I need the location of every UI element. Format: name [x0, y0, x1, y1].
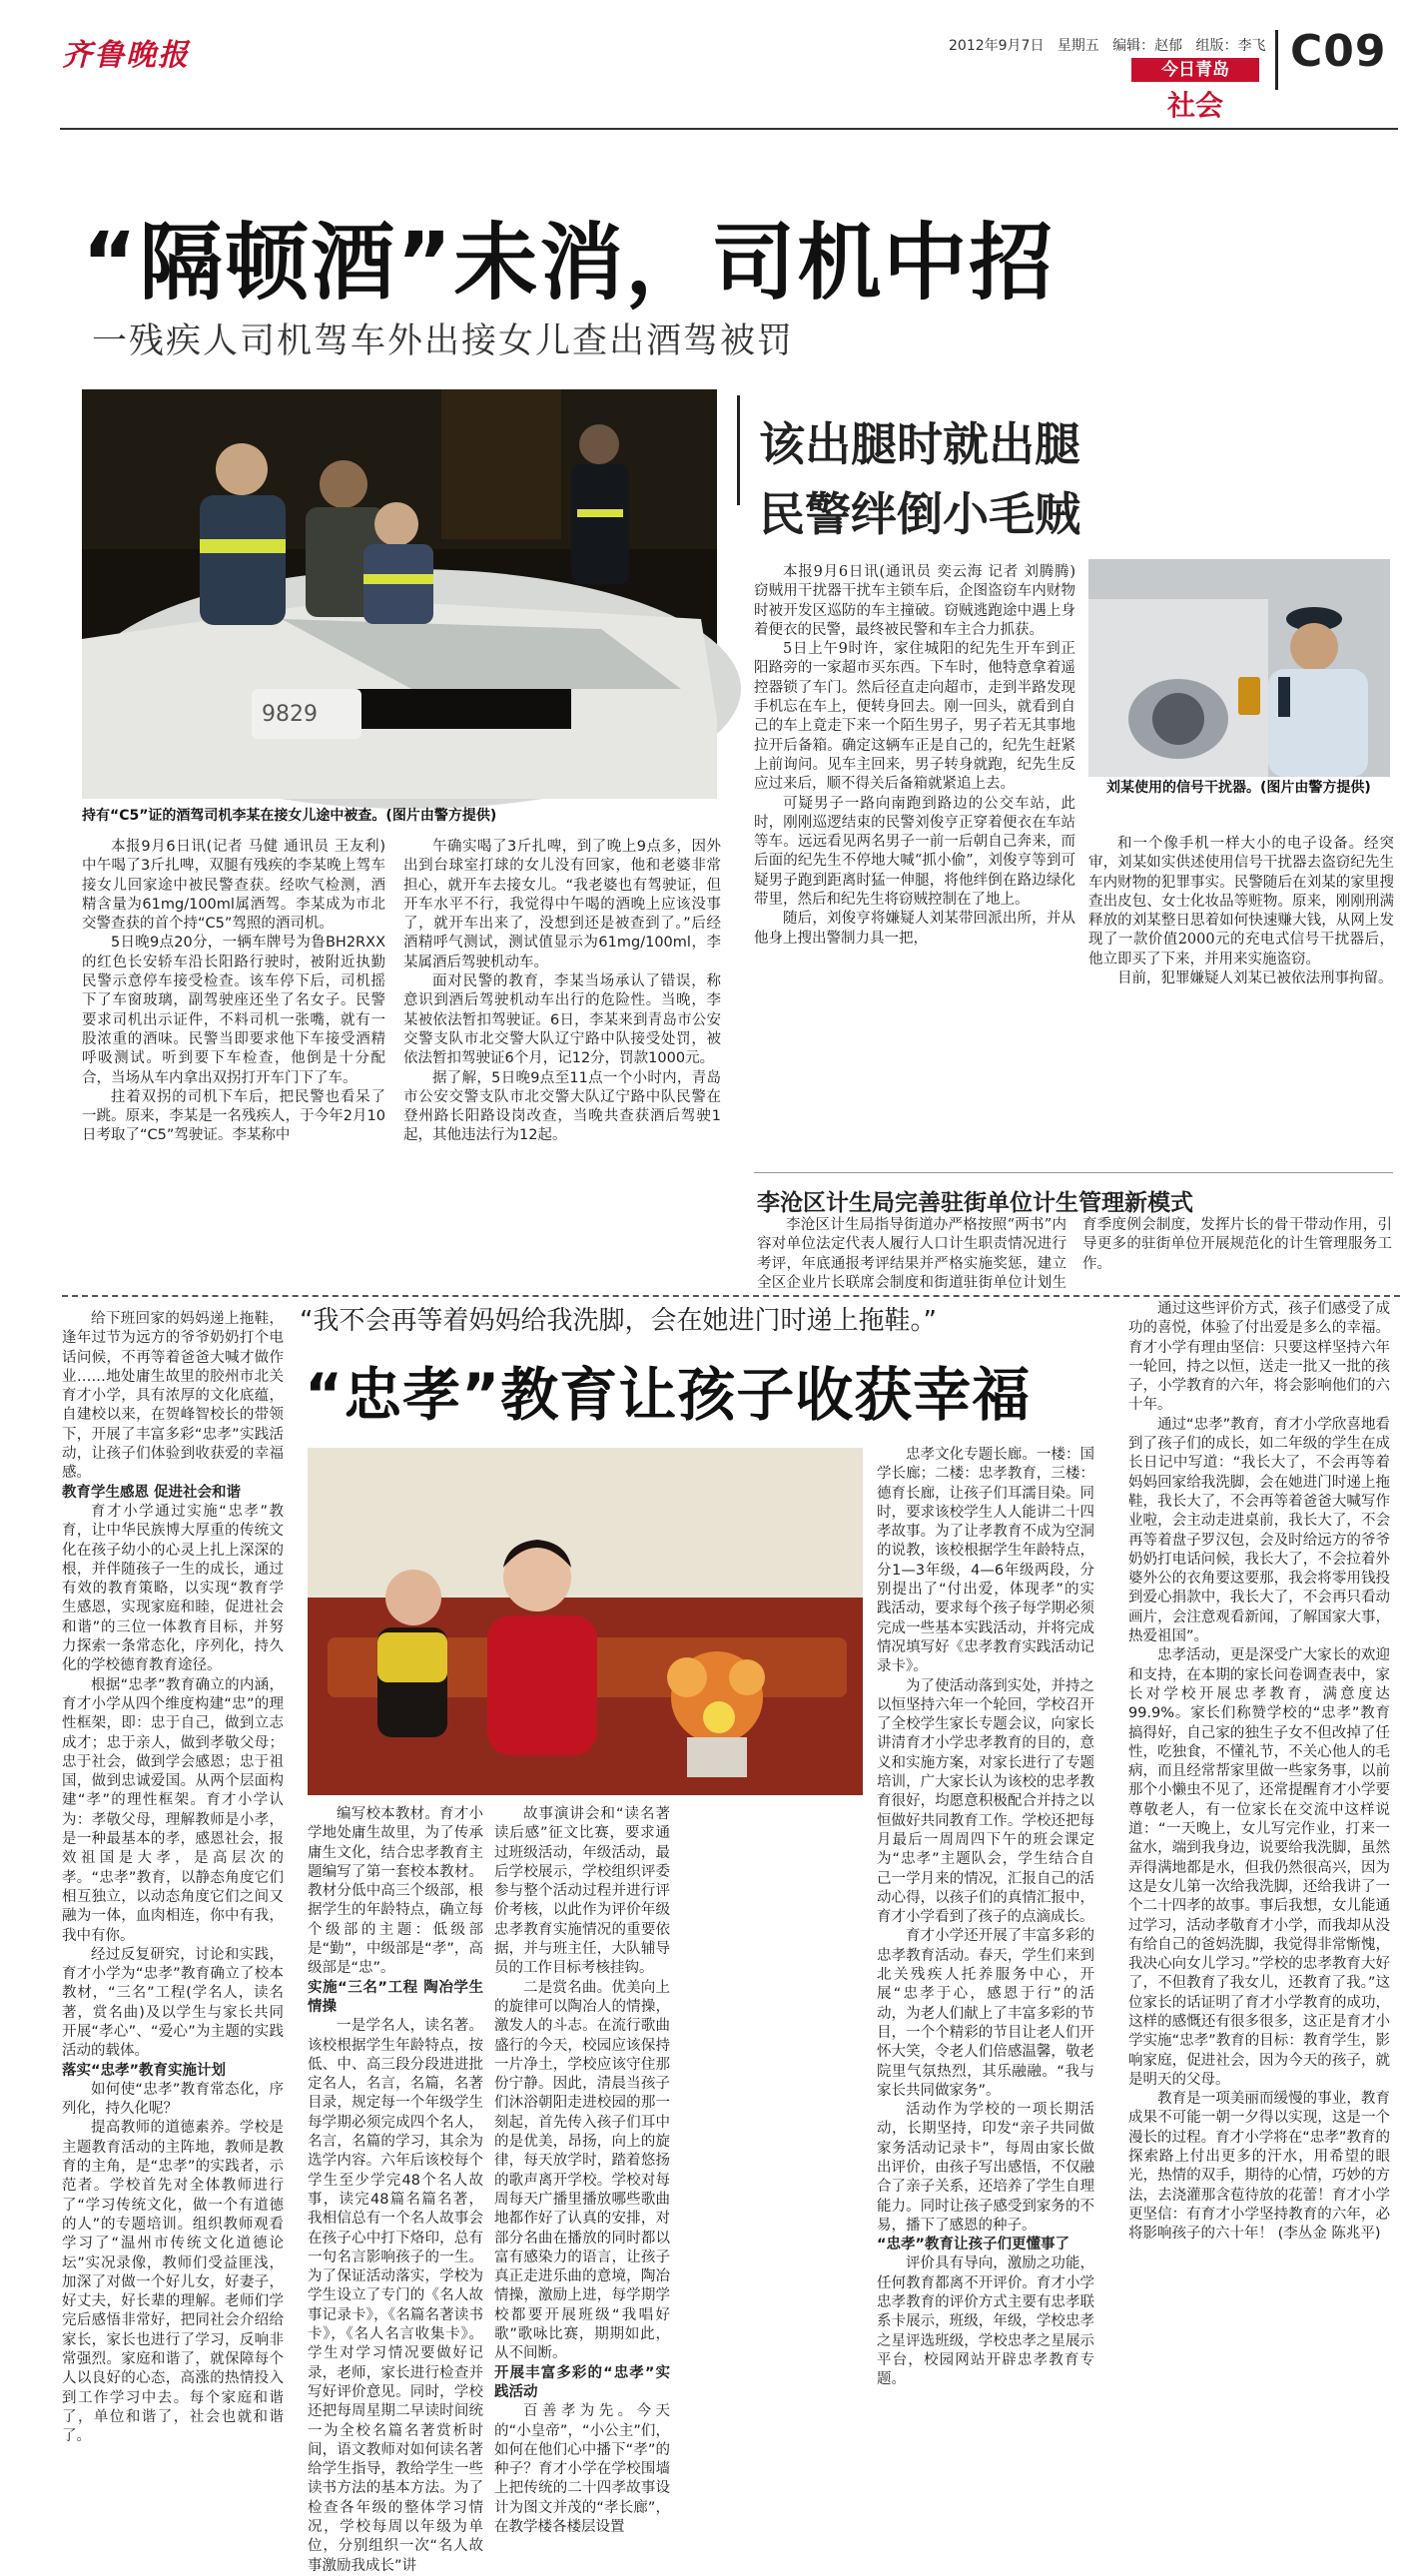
article-paragraph: 育才小学通过实施“忠孝”教育，让中华民族博大厚重的传统文化在孩子幼小的心灵上扎上深深的根，并伴随孩子一生的成长，通过有效的教育策略，以实现“教育学生感恩，实现家庭和睦，促进社会和谐”的三位一体教育目标，并努力探索一条常态化，序列化，持久化的学校德育教育途径。	[62, 1503, 284, 1674]
brief-body	[757, 1216, 1392, 1294]
article-paragraph: 面对民警的教育，李某当场承认了错误，称意识到酒后驾驶机动车出行的危险性。当晚，李某被依法暂扣驾驶证。6日，李某来到青岛市公安交警支队市北交警大队辽宁路中队接受处罚，被依法暂扣驾驶证6个月，记12分，罚款1000元。	[403, 973, 721, 1067]
article-paragraph: 评价具有导向，激励之功能，任何教育都离不开评价。育才小学忠孝教育的评价方式主要有忠孝联系卡展示，班级，年级，学校忠孝之星评选班级，学校忠孝之星展示平台，校园网站开辟忠孝教育专题。	[877, 2255, 1094, 2388]
officer-with-device-illustration	[1088, 559, 1390, 777]
police-checkpoint-illustration	[82, 389, 717, 799]
article-paragraph: 根据“忠孝”教育确立的内涵，育才小学从四个维度构建“忠”的理性框架，即：忠于自己，做到立志成才；忠于亲人，做到孝敬父母；忠于社会，做到学会感恩；忠于祖国，做到忠诚爱国。从两个层面构建“孝”的理性框架。育才小学认为：孝敬父母，理解教师是小孝，是一种最基本的孝，感恩社会，报效祖国是大孝，是高层次的孝。“忠孝”教育，以静态角度它们相互独立，以动态角度它们之间又融为一体，血肉相连，你中有我，我中有你。	[62, 1676, 284, 1944]
section-name: 社会	[1166, 89, 1223, 122]
subheading: 教育学生感恩 促进社会和谐	[62, 1484, 242, 1501]
article-paragraph: 通过这些评价方式，孩子们感受了成功的喜悦，体验了付出爱是多么的幸福。育才小学有理由坚信：只要这样坚持六年一轮回，持之以恒，送走一批又一批的孩子，小学教育的六年，将会影响他们的六十年。	[1128, 1301, 1390, 1414]
headline-line-2: 民警绊倒小毛贼	[759, 487, 1080, 541]
article-paragraph: 随后，刘俊亨将嫌疑人刘某带回派出所，并从他身上搜出警制力具一把，	[754, 911, 1075, 947]
issue-weekday: 星期五	[1057, 38, 1099, 54]
article-paragraph: 通过“忠孝”教育，育才小学欣喜地看到了孩子们的成长，如二年级的学生在成长日记中写道：“我长大了，不会再等着妈妈回家给我洗脚，会在她进门时递上拖鞋，我长大了，不会再等着爸爸大喊写作业啦，会主动走进桌前，我长大了，不会再等着盘子罗汉包，会及时给远方的爷爷奶奶打电话问候，我长大了，不会拉着外婆外公的衣角要这要那，我会将零用钱投到爱心捐款中，我长大了，不会再只看动画片，会注意观看新闻，了解国家大事，热爱祖国”。	[1128, 1416, 1390, 1645]
article-paragraph: 可疑男子一路向南跑到路边的公交车站，此时，刚刚巡逻结束的民警刘俊亨正穿着便衣在车站等车。远远看见两名男子一前一后朝自己奔来，而后面的纪先生不停地大喊“抓小偷”，刘俊亨等到可疑男子跑到距离时猛一伸腿，将他绊倒在路边绿化带里，然后和纪先生将窃贼控制在了地上。	[754, 795, 1075, 909]
photo-caption: 刘某使用的信号干扰器。(图片由警方提供)	[1106, 780, 1371, 796]
article-body-continued	[1088, 835, 1394, 1165]
newspaper-logo: 齐鲁晚报	[62, 38, 190, 73]
mid-column-3	[877, 1446, 1094, 2388]
story-box-border	[737, 395, 740, 505]
editor: 编辑：赵郁	[1112, 38, 1183, 54]
right-column	[1128, 1300, 1390, 2373]
article-paragraph: 忠孝文化专题长廊。一楼：国学长廊；二楼：忠孝教育，三楼：德育长廊，让孩子们耳濡目染。同时，要求该校学生人人能讲二十四孝故事。为了让孝教育不成为空洞的说教，该校根据学生年龄特点，分1—3年级，4—6年级两段，分别提出了“付出爱，体现孝”的实践活动，要求每个孩子每学期必须完成一些基本实践活动，并将完成情况填写好《忠孝教育实践活动记录卡》。	[877, 1447, 1094, 1675]
headline	[759, 409, 1080, 549]
subheadline: 一残疾人司机驾车外出接女儿查出酒驾被罚	[92, 322, 795, 361]
mother-daughter-illustration	[308, 1448, 863, 1795]
article-paragraph: 据了解，5日晚9点至11点一个小时内，青岛市公安交警支队市北交警大队辽宁路中队民警在登州路长阳路设岗改查，当晚共查获酒后驾驶1起，其他违法行为12起。	[403, 1069, 721, 1144]
subheading: 开展丰富多彩的“忠孝”实践活动	[494, 2364, 670, 2400]
headline: “隔顿酒”未消，司机中招	[82, 214, 1056, 312]
section-banner: 今日青岛	[1131, 58, 1259, 82]
article-column-1	[82, 838, 385, 1273]
subheading: “忠孝”教育让孩子们更懂事了	[877, 2237, 1070, 2254]
headline: “忠孝”教育让孩子收获幸福	[305, 1361, 1032, 1429]
license-plate-text: 9829	[262, 702, 318, 727]
article-paragraph: 二是赏名曲。优美向上的旋律可以陶冶人的情操，激发人的斗志。在流行歌曲盛行的今天，校园应该保持一片净土，学校应该守住那份宁静。因此，清晨当孩子们沐浴朝阳走进校园的那一刻起，首先传入孩子们耳中的是优美，昂扬，向上的旋律，每天放学时，踏着悠扬的歌声离开学校。学校对每周每天广播里播放哪些歌曲地都作好了认真的安排，对部分名曲在播放的同时都以富有感染力的语言，让孩子真正走进乐曲的意境，陶冶情操，激励上进，每学期学校都要开展班级“我唱好歌”歌咏比赛，期期如此，从不间断。	[494, 1979, 670, 2362]
article-paragraph: 编写校本教材。育才小学地处庸生故里，为了传承庸生文化，结合忠孝教育主题编写了第一套校本教材。教材分低中高三个级部，根据学生的年龄特点，确立每个级部的主题：低级部是“勤”，中级部是“孝”，高级部是“忠”。	[308, 1806, 483, 1977]
masthead-rule	[60, 128, 1398, 130]
article-column-2	[403, 838, 721, 1273]
article-paragraph: 故事演讲会和“读名著读后感”征文比赛，要求通过班级活动，年级活动，最后学校展示，学校组织评委参与整个活动过程并进行评价考核，以此作为评价年级忠孝教育实施情况的重要依据，并与班主任，大队辅导员的工作目标考核挂钩。	[494, 1806, 670, 1977]
issue-date: 2012年9月7日	[949, 38, 1045, 54]
designer: 组版：李飞	[1195, 38, 1266, 54]
article-paragraph: 提高教师的道德素养。学校是主题教育活动的主阵地，教师是教育的主角，是“忠孝”的实践者，示范者。学校首先对全体教师进行了“学习传统文化，做一个有道德的人”的专题培训。组织教师观看学习了“温州市传统文化道德论坛”实况录像，教师们受益匪浅，加深了对做一个好儿女，好妻子，好丈夫，好长辈的理解。老师们学完后感悟非常好，把同社会介绍给家长，家长也进行了学习，反响非常强烈。家庭和谐了，就保障每个人以良好的心态，高涨的热情投入到工作学习中去。每个家庭和谐了，单位和谐了，社会也就和谐了。	[62, 2120, 284, 2445]
article-paragraph: 育才小学还开展了丰富多彩的忠孝教育活动。春天，学生们来到北关残疾人托养服务中心，开展“忠孝于心，感恩于行”的活动，为老人们献上了丰富多彩的节目，一个个精彩的节目让老人们开怀大笑，令老人们倍感温馨，敬老院里气氛热烈，其乐融融。“我与家长共同做家务”。	[877, 1928, 1094, 2099]
section-divider	[62, 1295, 1400, 1297]
page-number: C09	[1290, 26, 1387, 77]
drunk-driving-photo	[82, 389, 717, 799]
article-paragraph: 为了使活动落到实处，并持之以恒坚持六年一个轮回，学校召开了全校学生家长专题会议，向家长讲清育才小学忠孝教育的目的，意义和实施方案，对家长进行了专题培训，广大家长认为该校的忠孝教育很好，均愿意积极配合并持之以恒做好共同教育工作。学校还把每月最后一周周四下午的班会课定为“忠孝”主题队会，学生结合自己一学月来的情况，汇报自己的活动心得，以孩子们的真情汇报中，育才小学看到了孩子的点滴成长。	[877, 1677, 1094, 1926]
article-paragraph: 和一个像手机一样大小的电子设备。经突审，刘某如实供述使用信号干扰器去盗窃纪先生车内财物的犯罪事实。民警随后在刘某的家里搜查出皮包、女士化妆品等赃物。原来，刚刚刑满释放的刘某整日思着如何快速赚大钱，从网上发现了一款价值2000元的充电式信号干扰器后，他立即买了下来，并用来实施盗窃。	[1088, 836, 1394, 967]
headline: 李沧区计生局完善驻街单位计生管理新模式	[757, 1190, 1193, 1216]
article-paragraph: 李沧区计生局指导街道办严格按照“两书”内容对单位法定代表人履行人口计生职责情况进行考评，年底通报考评结果并严格实施奖惩，建立全区企业片长联席会制度和街道驻街单位计划生育季度例会制度，发挥片长的骨干带动作用，引导更多的驻街单位开展规范化的计生管理服务工作。	[757, 1217, 1392, 1291]
left-column	[62, 1310, 284, 2445]
article-paragraph: 如何使“忠孝”教育常态化，序列化，持久化呢？	[62, 2081, 284, 2118]
article-body	[754, 563, 1075, 1165]
subheading: 落实“忠孝”教育实施计划	[62, 2062, 227, 2079]
issue-info	[949, 35, 1266, 55]
mid-column-2	[494, 1805, 670, 2535]
article-paragraph: 给下班回家的妈妈递上拖鞋，逢年过节为远方的爷爷奶奶打个电话问候，不再等着爸爸大喊才做作业……地处庸生故里的胶州市北关育才小学，具有浓厚的文化底蕴，自建校以来，在贺峰智校长的带领下，开展了丰富多彩“忠孝”实践活动，让孩子们体验到收获爱的幸福感。	[62, 1311, 284, 1482]
family-photo	[308, 1448, 863, 1795]
article-paragraph: 拄着双拐的司机下车后，把民警也看呆了一跳。原来，李某是一名残疾人，于今年2月10日考取了“C5”驾驶证。李某称中	[82, 1088, 385, 1144]
brief-rule	[754, 1172, 1393, 1173]
article-paragraph: 活动作为学校的一项长期活动，长期坚持，印发“亲子共同做家务活动记录卡”，每周由家长做出评价，由孩子写出感悟，不仅融合了亲子关系，还培养了学生自理能力。同时让孩子感受到家务的不易，播下了感恩的种子。	[877, 2102, 1094, 2234]
article-paragraph: 教育是一项美丽而缓慢的事业，教育成果不可能一朝一夕得以实现，这是一个漫长的过程。育才小学将在“忠孝”教育的探索路上付出更多的汗水，用希望的眼光，热情的双手，期待的心情，巧妙的方法，去浇灌那含苞待放的花蕾！育才小学更坚信：有育才小学坚持教育的六年，必将影响孩子的六十年！ (李丛金 陈兆平)	[1128, 2091, 1390, 2243]
photo-caption: 持有“C5”证的酒驾司机李某在接女儿途中被查。(图片由警方提供)	[82, 808, 497, 824]
subheading: 实施“三名”工程 陶冶学生情操	[308, 1979, 483, 2015]
article-paragraph: 午确实喝了3斤扎啤，到了晚上9点多，因外出到台球室打球的女儿没有回家，他和老婆非常担心，就开车去接女儿。“我老婆也有驾驶证，但开车水平不行，我觉得中午喝的酒晚上应该没事了，就开车出来了，没想到还是被查到了。”后经酒精呼气测试，测试值显示为61mg/100ml，李某属酒后驾驶机动车。	[403, 839, 721, 970]
article-paragraph: 经过反复研究，讨论和实践，育才小学为“忠孝”教育确立了校本教材，“三名”工程(学名人，读名著，赏名曲)及以学生与家长共同开展“孝心”、“爱心”为主题的实践活动的载体。	[62, 1946, 284, 2060]
article-paragraph: 忠孝活动，更是深受广大家长的欢迎和支持，在本期的家长问卷调查表中，家长对学校开展忠孝教育，满意度达99.9%。家长们称赞学校的“忠孝”教育搞得好，自己家的独生子女不但改掉了任性，吃独食，不懂礼节，不关心他人的毛病，而且经常帮家里做一些家务事，以前那个小懒虫不见了，还常提醒育才小学要尊敬老人，有一位家长在交流中这样说道：“一天晚上，女儿写完作业，打来一盆水，端到我身边，说要给我洗脚，虽然弄得满地都是水，但我仍然很高兴，因为这是女儿第一次给我洗脚，还给我讲了一个二十四孝的故事。事后我想，女儿能通过学习，活动孝敬育才小学，而我却从没有给自己的爸妈洗脚，我觉得非常惭愧，我决心向女儿学习。”学校的忠孝教育大好了，不但教育了我女儿，还教育了我。”这位家长的话证明了育才小学教育的成功，这样的感慨还有很多很多，这正是育才小学实施“忠孝”教育的目标：教育学生，影响家庭，促进社会，因为今天的孩子，就是明天的父母。	[1128, 1647, 1390, 2088]
article-paragraph: 百善孝为先。今天的“小皇帝”，“小公主”们，如何在他们心中播下“孝”的种子？育才小学在学校围墙上把传统的二十四孝故事设计为图文并茂的“孝长廊”，在教学楼各楼层设置	[494, 2403, 670, 2535]
article-paragraph: 5日晚9点20分，一辆车牌号为鲁BH2RXX的红色长安轿车沿长阳路行驶时，被附近执勤民警示意停车接受检查。该车停下后，司机摇下了车窗玻璃，副驾驶座还坐了名女子。民警要求司机出示证件，不料司机一张嘴，就有一股浓重的酒味。民警当即要求他下车接受酒精呼吸测试。听到要下车检查，他倒是十分配合，当场从车内拿出双拐打开车门下了车。	[82, 935, 385, 1086]
article-paragraph: 本报9月6日讯(记者 马健 通讯员 王友利) 中午喝了3斤扎啤，双腿有残疾的李某晚上驾车接女儿回家途中被民警查获。经吹气检测，酒精含量为61mg/100ml属酒驾。李某成为市北交警查获的首个持“C5”驾照的酒司机。	[82, 839, 385, 933]
pull-quote: “我不会再等着妈妈给我洗脚，会在她进门时递上拖鞋。”	[300, 1306, 937, 1336]
article-paragraph: 本报9月6日讯(通讯员 奕云海 记者 刘腾腾) 窃贼用干扰器干扰车主锁车后，企图盗窃车内财物时被开发区巡防的车主撞破。窃贼逃跑途中遇上身着便衣的民警，最终被民警和车主合力抓获。	[754, 564, 1075, 638]
page-divider	[1275, 30, 1278, 90]
article-paragraph: 目前，犯罪嫌疑人刘某已被依法刑事拘留。	[1117, 970, 1393, 987]
headline-line-1: 该出腿时就出腿	[759, 417, 1080, 471]
signal-jammer-photo	[1088, 559, 1390, 777]
article-paragraph: 5日上午9时许，家住城阳的纪先生开车到正阳路旁的一家超市买东西。下车时，他特意拿着遥控器锁了车门。然后径直走向超市，走到半路发现手机忘在车上，便转身回去。刚一回头，就看到自己的车上竟走下来一个陌生男子，男子若无其事地拉开后备箱。确定这辆车正是自己的，纪先生赶紧上前询问。见车主回来，男子转身就跑，纪先生反应过来后，顺不得关后备箱就紧追上去。	[754, 641, 1075, 793]
article-paragraph: 一是学名人，读名著。该校根据学生年龄特点，按低、中、高三段分段进进批定名人，名言，名篇，名著目录，规定每一个年级学生每学期必须完成四个名人，名言，名篇的学习，其余为选学内容。六年后该校每个学生至少学完48个名人故事，读完48篇名篇名著，我相信总有一个名人故事会在孩子心中打下烙印，总有一句名言影响孩子的一生。为了保证活动落实，学校为学生设立了专门的《名人故事记录卡》，《名篇名著读书卡》，《名人名言收集卡》。学生对学习情况要做好记录，老师，家长进行检查并写好评价意见。同时，学校还把每周星期二早读时间统一为全校名篇名著赏析时间，语文教师对如何读名著给学生指导，教给学生一些读书方法的基本方法。为了检查各年级的整体学习情况，学校每周以年级为单位，分别组织一次“名人故事激励我成长”讲	[308, 2018, 483, 2574]
mid-column-1	[308, 1805, 483, 2574]
